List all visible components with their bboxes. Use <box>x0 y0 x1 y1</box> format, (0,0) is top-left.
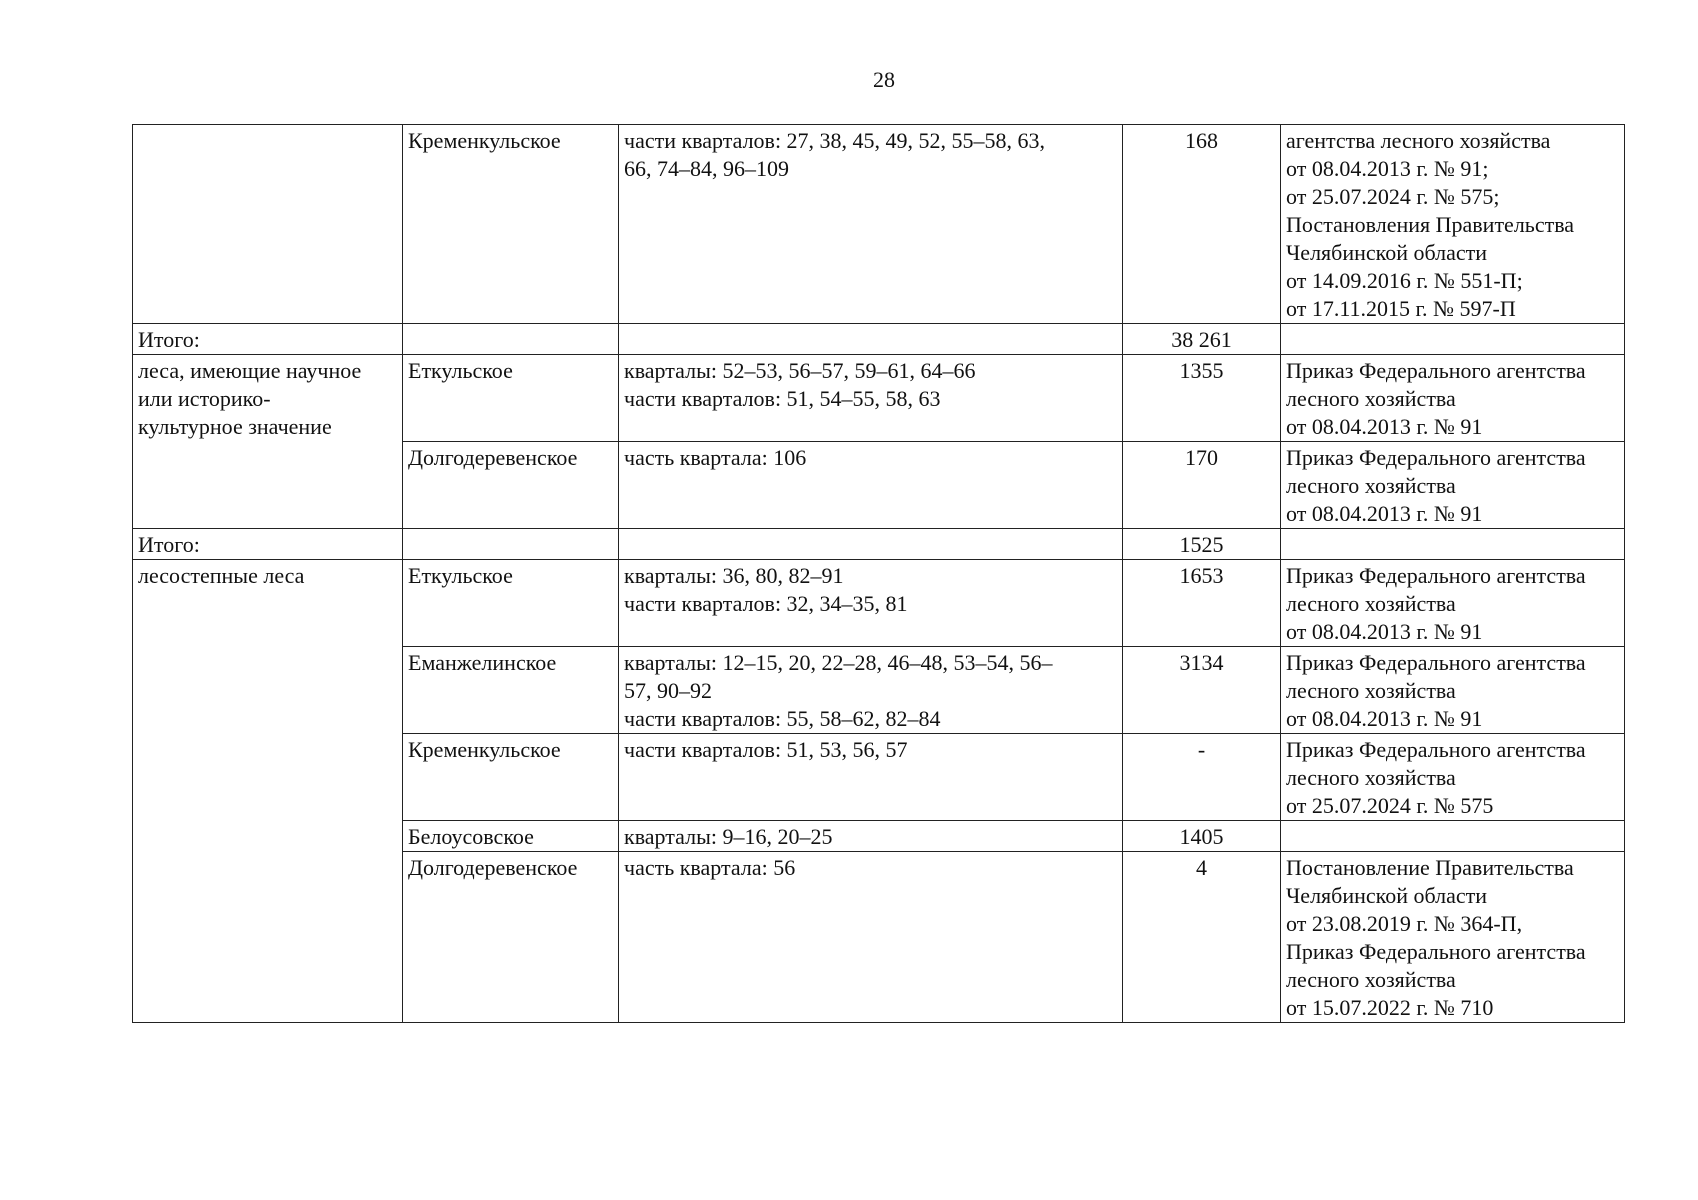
basis-cell: агентства лесного хозяйства от 08.04.2013 г. № 91; от 25.07.2024 г. № 575; Постановления Правительства Челябинской области от 14.09.2016 г. № 551-П; от 17.11.2015 г. № 597-П <box>1281 125 1625 324</box>
forestry-cell: Долгодеревенское <box>403 442 619 529</box>
area-cell: 170 <box>1123 442 1281 529</box>
forestry-cell: Еткульское <box>403 355 619 442</box>
area-cell: 168 <box>1123 125 1281 324</box>
forestry-cell: Белоусовское <box>403 821 619 852</box>
forestry-cell: Кременкульское <box>403 125 619 324</box>
area-cell: 1405 <box>1123 821 1281 852</box>
total-area: 1525 <box>1123 529 1281 560</box>
quarters-cell: части кварталов: 27, 38, 45, 49, 52, 55–58, 63, 66, 74–84, 96–109 <box>619 125 1123 324</box>
forestry-cell <box>403 529 619 560</box>
quarters-cell: части кварталов: 51, 53, 56, 57 <box>619 734 1123 821</box>
page-number: 28 <box>873 67 895 92</box>
total-area: 38 261 <box>1123 324 1281 355</box>
basis-cell: Приказ Федерального агентства лесного хозяйства от 08.04.2013 г. № 91 <box>1281 560 1625 647</box>
area-cell: 1355 <box>1123 355 1281 442</box>
category-cell <box>133 125 403 324</box>
table-row <box>133 355 1625 442</box>
basis-cell <box>1281 529 1625 560</box>
quarters-cell: часть квартала: 106 <box>619 442 1123 529</box>
area-cell: - <box>1123 734 1281 821</box>
total-row <box>133 529 1625 560</box>
basis-cell <box>1281 821 1625 852</box>
basis-cell: Приказ Федерального агентства лесного хозяйства от 25.07.2024 г. № 575 <box>1281 734 1625 821</box>
quarters-cell: кварталы: 9–16, 20–25 <box>619 821 1123 852</box>
quarters-cell: кварталы: 12–15, 20, 22–28, 46–48, 53–54, 56– 57, 90–92 части кварталов: 55, 58–62, 82–84 <box>619 647 1123 734</box>
total-label: Итого: <box>133 324 403 355</box>
category-cell: лесостепные леса <box>133 560 403 1023</box>
area-cell: 3134 <box>1123 647 1281 734</box>
forestry-cell: Еткульское <box>403 560 619 647</box>
basis-cell: Постановление Правительства Челябинской области от 23.08.2019 г. № 364-П, Приказ Федерального агентства лесного хозяйства от 15.07.2022 г. № 710 <box>1281 852 1625 1023</box>
table-row <box>133 125 1625 324</box>
quarters-cell: кварталы: 36, 80, 82–91 части кварталов: 32, 34–35, 81 <box>619 560 1123 647</box>
quarters-cell: кварталы: 52–53, 56–57, 59–61, 64–66 части кварталов: 51, 54–55, 58, 63 <box>619 355 1123 442</box>
forestry-cell <box>403 324 619 355</box>
area-cell: 4 <box>1123 852 1281 1023</box>
quarters-cell <box>619 324 1123 355</box>
forestry-cell: Кременкульское <box>403 734 619 821</box>
forest-table <box>132 124 1625 1023</box>
total-label: Итого: <box>133 529 403 560</box>
table-row <box>133 560 1625 647</box>
category-cell: леса, имеющие научное или историко- культурное значение <box>133 355 403 529</box>
quarters-cell: часть квартала: 56 <box>619 852 1123 1023</box>
forestry-cell: Долгодеревенское <box>403 852 619 1023</box>
basis-cell: Приказ Федерального агентства лесного хозяйства от 08.04.2013 г. № 91 <box>1281 442 1625 529</box>
forestry-cell: Еманжелинское <box>403 647 619 734</box>
basis-cell: Приказ Федерального агентства лесного хозяйства от 08.04.2013 г. № 91 <box>1281 355 1625 442</box>
total-row <box>133 324 1625 355</box>
basis-cell: Приказ Федерального агентства лесного хозяйства от 08.04.2013 г. № 91 <box>1281 647 1625 734</box>
basis-cell <box>1281 324 1625 355</box>
quarters-cell <box>619 529 1123 560</box>
area-cell: 1653 <box>1123 560 1281 647</box>
